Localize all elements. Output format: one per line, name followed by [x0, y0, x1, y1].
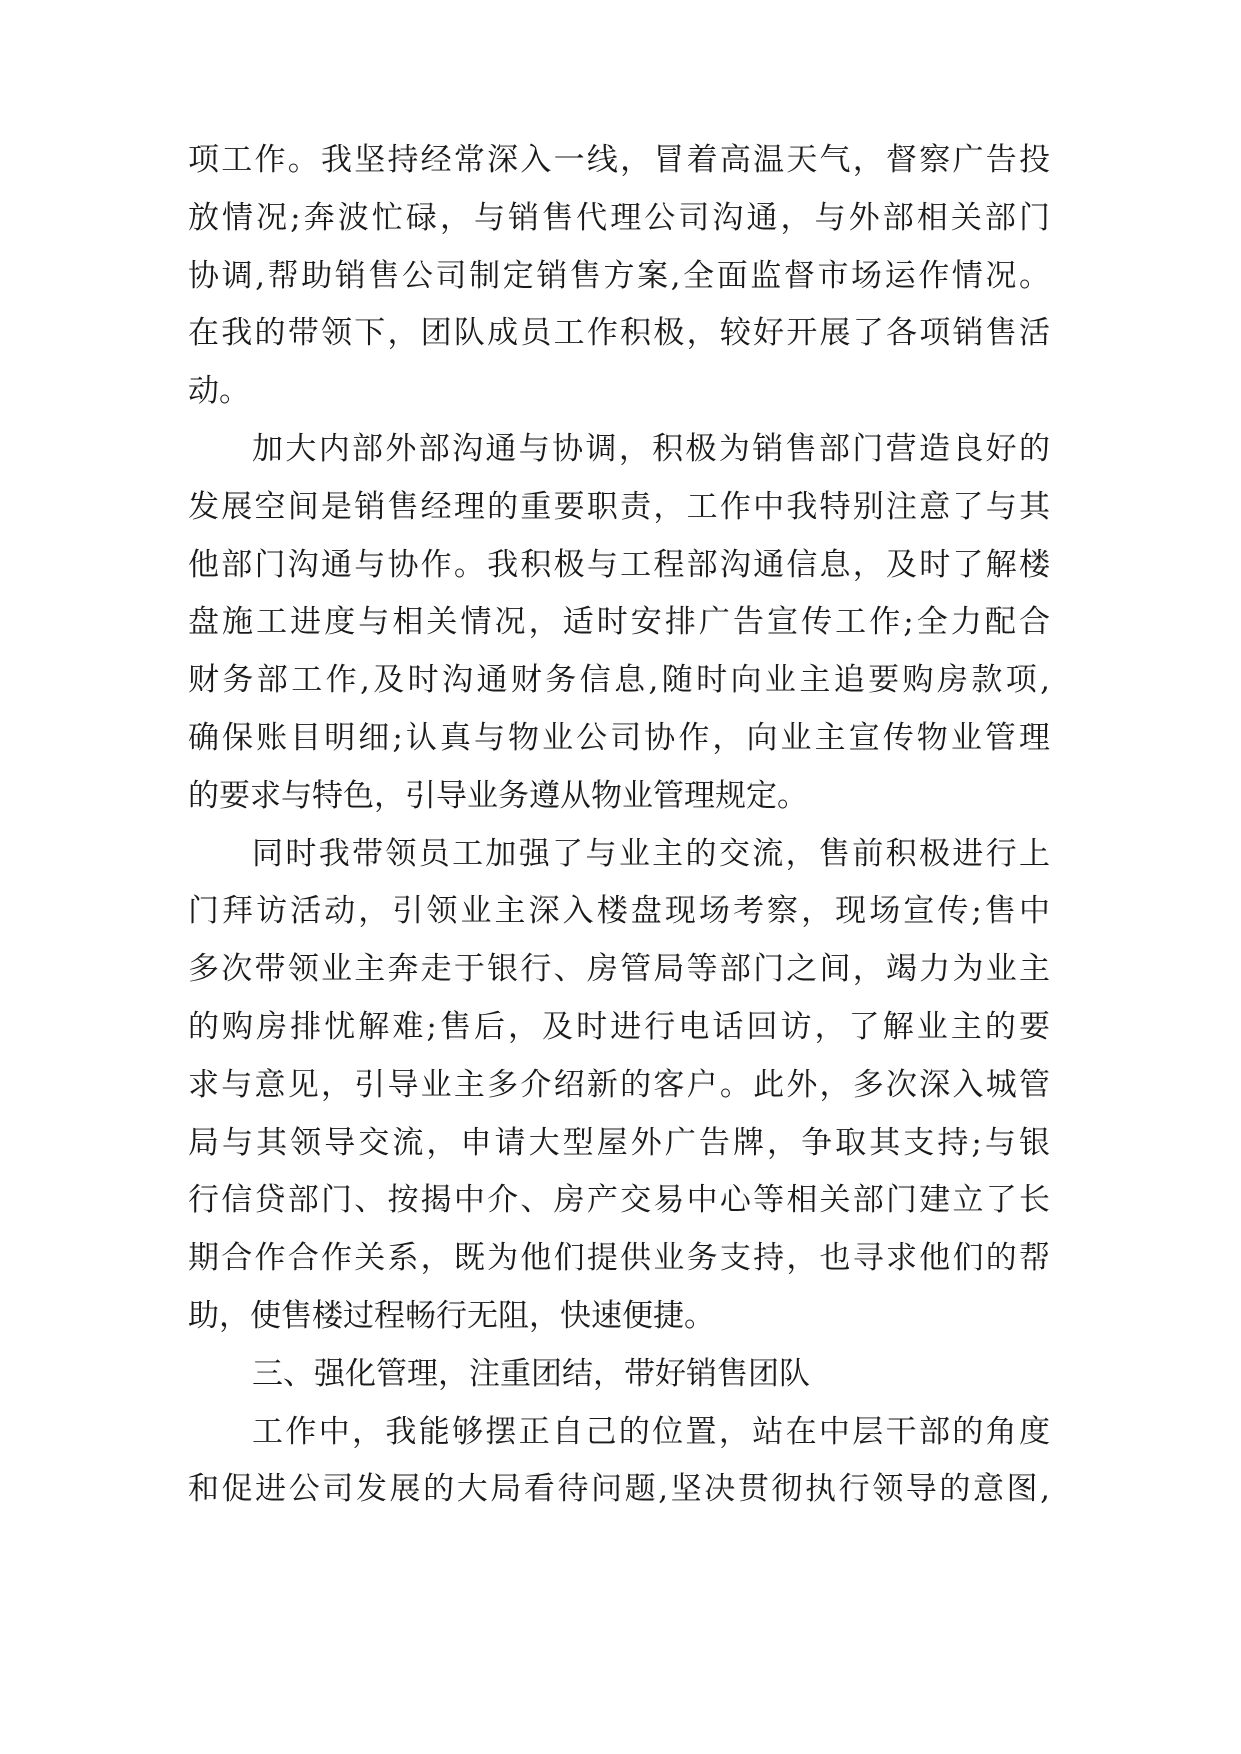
- text-line: 放情况;奔波忙碌，与销售代理公司沟通，与外部相关部门: [188, 199, 1050, 236]
- text-line: 同时我带领员工加强了与业主的交流，售前积极进行上: [252, 835, 1050, 872]
- text-line: 助，使售楼过程畅行无阻，快速便捷。: [188, 1297, 715, 1334]
- text-line: 确保账目明细;认真与物业公司协作，向业主宣传物业管理: [188, 719, 1050, 756]
- text-line: 在我的带领下，团队成员工作积极，较好开展了各项销售活: [188, 315, 1050, 352]
- text-line: 多次带领业主奔走于银行、房管局等部门之间，竭力为业主: [188, 951, 1050, 988]
- text-line: 门拜访活动，引领业主深入楼盘现场考察，现场宣传;售中: [188, 893, 1050, 930]
- text-line: 项工作。我坚持经常深入一线，冒着高温天气，督察广告投: [188, 142, 1050, 178]
- text-line: 的要求与特色，引导业务遵从物业管理规定。: [188, 777, 808, 814]
- text-line: 三、强化管理，注重团结，带好销售团队: [252, 1355, 810, 1392]
- text-line: 期合作合作关系，既为他们提供业务支持，也寻求他们的帮: [188, 1240, 1050, 1277]
- text-line: 求与意见，引导业主多介绍新的客户。此外，多次深入城管: [188, 1066, 1050, 1103]
- text-line: 的购房排忧解难;售后，及时进行电话回访，了解业主的要: [188, 1008, 1050, 1045]
- text-line: 动。: [188, 373, 250, 410]
- text-line: 工作中，我能够摆正自己的位置，站在中层干部的角度: [252, 1413, 1050, 1450]
- text-line: 行信贷部门、按揭中介、房产交易中心等相关部门建立了长: [188, 1182, 1050, 1219]
- text-line: 他部门沟通与协作。我积极与工程部沟通信息，及时了解楼: [188, 546, 1050, 583]
- text-line: 财务部工作,及时沟通财务信息,随时向业主追要购房款项,: [188, 662, 1050, 699]
- text-line: 盘施工进度与相关情况，适时安排广告宣传工作;全力配合: [188, 604, 1050, 641]
- text-line: 局与其领导交流，申请大型屋外广告牌，争取其支持;与银: [188, 1124, 1050, 1161]
- text-line: 加大内部外部沟通与协调，积极为销售部门营造良好的: [252, 430, 1050, 467]
- text-line: 协调,帮助销售公司制定销售方案,全面监督市场运作情况。: [188, 257, 1050, 294]
- text-line: 发展空间是销售经理的重要职责，工作中我特别注意了与其: [188, 488, 1050, 525]
- document-body: [188, 132, 1050, 1519]
- text-line: 和促进公司发展的大局看待问题,坚决贯彻执行领导的意图,: [188, 1471, 1050, 1508]
